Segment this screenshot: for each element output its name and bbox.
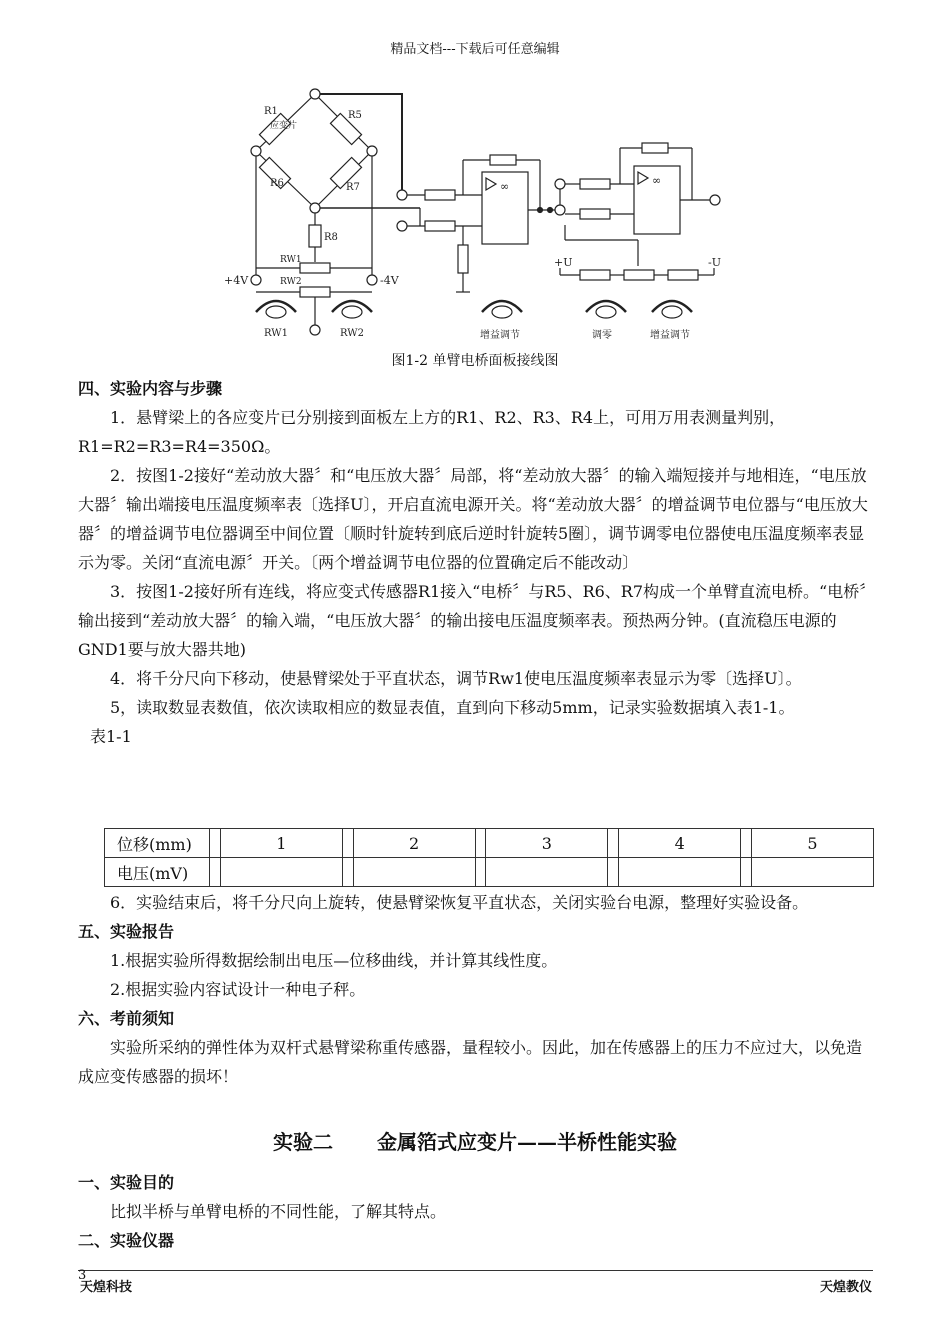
label-r1: R1 bbox=[264, 106, 278, 117]
section-6-heading: 六、考前须知 bbox=[78, 1009, 175, 1028]
title-part-b: 金属箔式应变片——半桥性能实验 bbox=[377, 1130, 677, 1154]
rw2-knob bbox=[332, 301, 372, 318]
experiment-2-title bbox=[0, 1126, 950, 1155]
label-r7: R7 bbox=[346, 182, 360, 193]
table-cell bbox=[486, 858, 608, 887]
label-knob-rw2: RW2 bbox=[340, 328, 364, 339]
label-knob-rw1: RW1 bbox=[264, 328, 288, 339]
table-cell bbox=[220, 858, 342, 887]
table-cell bbox=[475, 829, 486, 858]
section-5-heading: 五、实验报告 bbox=[78, 922, 175, 941]
label-plus4v: +4V bbox=[224, 274, 249, 287]
table-cell bbox=[475, 858, 486, 887]
label-r6: R6 bbox=[270, 178, 284, 189]
label-rw2: RW2 bbox=[280, 277, 302, 287]
label-minus-u: -U bbox=[708, 256, 721, 269]
table-cell bbox=[752, 858, 874, 887]
row-label: 电压(mV) bbox=[105, 858, 210, 887]
label-plus-u: +U bbox=[554, 256, 573, 269]
table-title: 表1-1 bbox=[90, 727, 132, 746]
sections-5-6 bbox=[78, 888, 873, 1091]
table-cell: 5 bbox=[752, 829, 874, 858]
label-knob-gain1: 增益调节 bbox=[480, 330, 520, 341]
gain-knob-2 bbox=[652, 301, 692, 318]
table-cell: 2 bbox=[353, 829, 475, 858]
page-number: 3 bbox=[78, 1268, 87, 1283]
table-cell: 3 bbox=[486, 829, 608, 858]
paragraph: 5，读取数显表数值，依次读取相应的数显表值，直到向下移动5mm，记录实验数据填入表1-1。 bbox=[110, 698, 795, 717]
section-4 bbox=[78, 374, 873, 751]
row-label: 位移(mm) bbox=[105, 829, 210, 858]
footer-divider bbox=[78, 1270, 873, 1271]
paragraph: 2．按图1-2接好“差动放大器〞和“电压放大器〞局部，将“差动放大器〞的输入端短接并与地相连，“电压放大器〞输出端接电压温度频率表〔选择U〕，开启直流电源开关。将“差动放大器〞的增益调节电位器与“电压放大器〞的增益调节电位器调至中间位置〔顺时针旋转到底后逆时针旋转5圈〕，调节调零电位器使电压温度频率表显示为零。关闭“直流电源〞开关。〔两个增益调节电位器的位置确定后不能改动〕 bbox=[78, 466, 868, 572]
table-row bbox=[105, 858, 874, 887]
paragraph: 比拟半桥与单臂电桥的不同性能，了解其特点。 bbox=[110, 1202, 447, 1221]
zero-knob bbox=[586, 301, 626, 318]
page-header: 精品文档---下载后可任意编辑 bbox=[390, 42, 560, 57]
paragraph: 6．实验结束后，将千分尺向上旋转，使悬臂梁恢复平直状态，关闭实验台电源，整理好实验设备。 bbox=[110, 893, 809, 912]
label-inf-1: ∞ bbox=[500, 180, 510, 193]
circuit-diagram bbox=[220, 80, 740, 352]
section-4-heading: 四、实验内容与步骤 bbox=[78, 379, 223, 398]
table-cell: 1 bbox=[220, 829, 342, 858]
paragraph: 实验所采纳的弹性体为双杆式悬臂梁称重传感器，量程较小。因此，加在传感器上的压力不应过大，以免造成应变传感器的损坏！ bbox=[78, 1038, 863, 1086]
table-cell bbox=[741, 858, 752, 887]
rw1-knob bbox=[256, 301, 296, 318]
label-rw1: RW1 bbox=[280, 255, 302, 265]
label-knob-gain2: 增益调节 bbox=[650, 330, 690, 341]
paragraph: 3．按图1-2接好所有连线，将应变式传感器R1接入“电桥〞与R5、R6、R7构成一个单臂直流电桥。“电桥〞输出接到“差动放大器〞的输入端，“电压放大器〞的输出接电压温度频率表。预热两分钟。(直流稳压电源的GND1要与放大器共地) bbox=[78, 582, 868, 659]
title-part-a: 实验二 bbox=[273, 1130, 333, 1154]
label-r1-note: 应变片 bbox=[270, 121, 298, 131]
label-minus4v: -4V bbox=[380, 274, 399, 287]
table-cell bbox=[608, 829, 619, 858]
table-cell bbox=[210, 829, 221, 858]
figure-caption: 图1-2 单臂电桥面板接线图 bbox=[391, 353, 559, 369]
instruments-heading: 二、实验仪器 bbox=[78, 1231, 175, 1250]
label-r8: R8 bbox=[324, 232, 338, 243]
table-row bbox=[105, 829, 874, 858]
data-table bbox=[104, 828, 874, 887]
table-cell bbox=[342, 858, 353, 887]
footer-right: 天煌教仪 bbox=[819, 1280, 872, 1295]
table-cell bbox=[342, 829, 353, 858]
table-cell bbox=[619, 858, 741, 887]
table-cell bbox=[210, 858, 221, 887]
label-r5: R5 bbox=[348, 110, 362, 121]
gain-knob-1 bbox=[482, 301, 522, 318]
table-cell: 4 bbox=[619, 829, 741, 858]
paragraph: 2.根据实验内容试设计一种电子秤。 bbox=[110, 980, 366, 999]
paragraph: 1.根据实验所得数据绘制出电压—位移曲线，并计算其线性度。 bbox=[110, 951, 558, 970]
table-cell bbox=[353, 858, 475, 887]
label-inf-2: ∞ bbox=[652, 174, 662, 187]
table-cell bbox=[741, 829, 752, 858]
purpose-heading: 一、实验目的 bbox=[78, 1173, 175, 1192]
label-knob-zero: 调零 bbox=[592, 330, 612, 341]
footer-left: 天煌科技 bbox=[80, 1280, 133, 1295]
experiment-2-body bbox=[78, 1168, 873, 1255]
paragraph: 4．将千分尺向下移动，使悬臂梁处于平直状态，调节Rw1使电压温度频率表显示为零〔选择U〕。 bbox=[110, 669, 802, 688]
paragraph: 1．悬臂梁上的各应变片已分别接到面板左上方的R1、R2、R3、R4上，可用万用表测量判别，R1=R2=R3=R4=350Ω。 bbox=[78, 408, 786, 456]
table-cell bbox=[608, 858, 619, 887]
